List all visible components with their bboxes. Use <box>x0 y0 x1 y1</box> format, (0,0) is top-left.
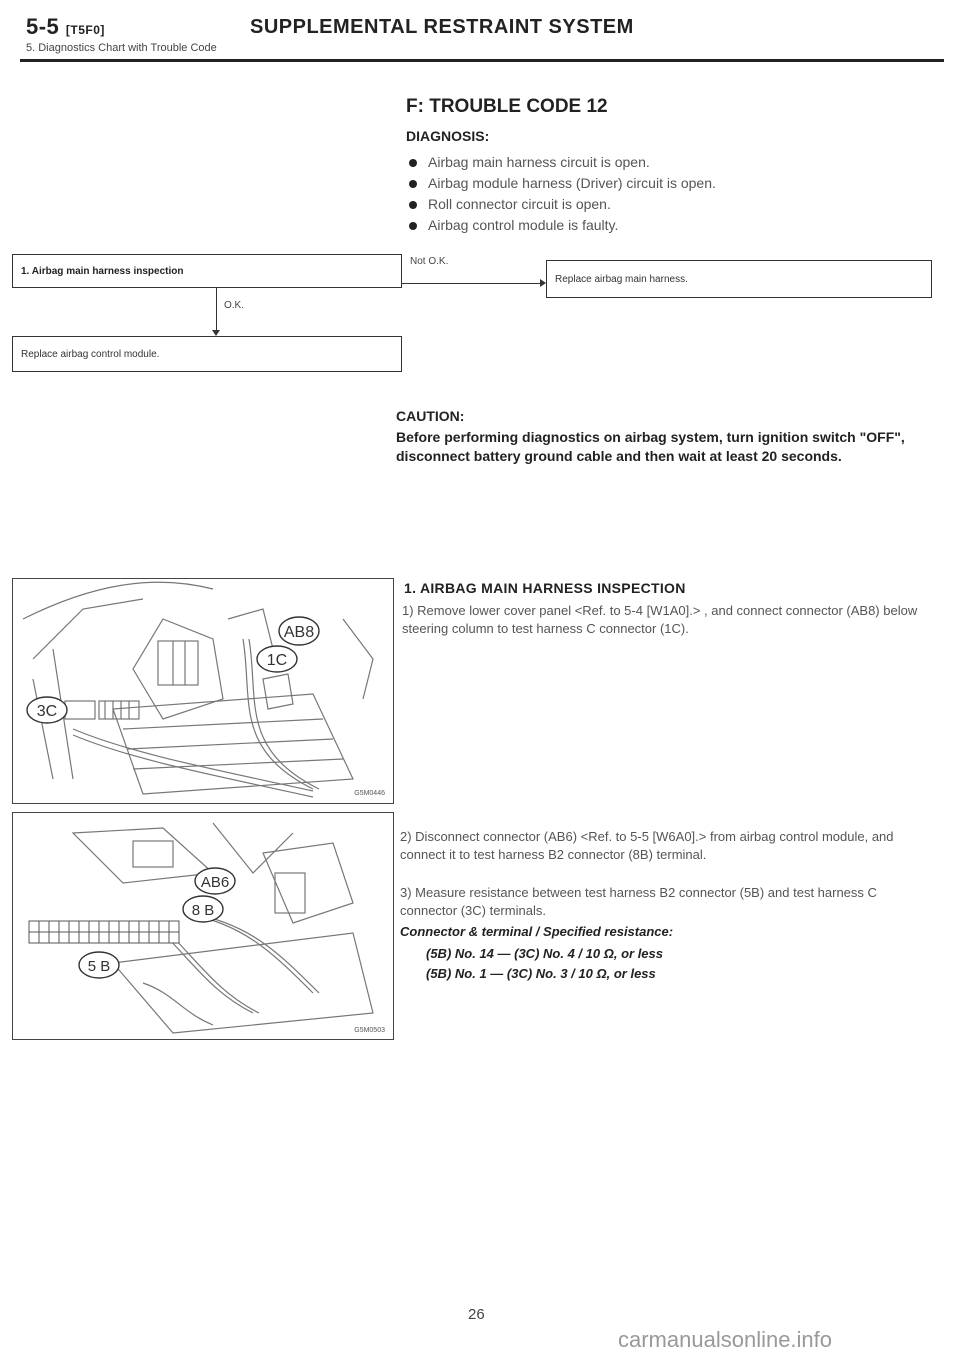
trouble-code-heading: F: TROUBLE CODE 12 <box>406 96 608 117</box>
flow-step-inspection <box>12 254 402 288</box>
callout-ab8-label: AB8 <box>283 624 315 641</box>
caution-heading: CAUTION: <box>396 408 465 424</box>
figure-code: G5M0503 <box>354 1027 385 1034</box>
watermark: carmanualsonline.info <box>618 1327 833 1352</box>
inspection-step-3: 3) Measure resistance between test harness B2 connector (5B) and test harness C connector (3C) terminals. <box>400 885 877 918</box>
caution-text: Before performing diagnostics on airbag system, turn ignition switch "OFF", disconnect battery ground cable and then wait at least 20 seconds. <box>396 429 905 464</box>
callout-3c-label: 3C <box>36 703 58 720</box>
flow-replace-module-label: Replace airbag control module. <box>21 348 160 360</box>
figure-code: G5M0446 <box>354 790 385 797</box>
callout-8b-label: 8 B <box>191 902 215 919</box>
section-code: 5-5 [T5F0] <box>26 14 105 39</box>
section-ref: [T5F0] <box>65 23 105 37</box>
figure-connector-ab8 <box>12 578 394 804</box>
callout-ab6-label: AB6 <box>200 874 230 891</box>
flow-replace-harness <box>546 260 932 298</box>
flow-connector-right <box>402 283 544 284</box>
flow-not-ok-label: Not O.K. <box>410 256 449 267</box>
inspection-step-2: 2) Disconnect connector (AB6) <Ref. to 5-5 [W6A0].> from airbag control module, and connect it to test harness B2 connector (8B) terminal. <box>400 829 894 862</box>
page-number: 26 <box>468 1306 485 1323</box>
flow-step-label: 1. Airbag main harness inspection <box>21 265 184 277</box>
page-title: SUPPLEMENTAL RESTRAINT SYSTEM <box>250 16 634 38</box>
diagnosis-item: Airbag control module is faulty. <box>406 215 926 236</box>
page-subtitle: 5. Diagnostics Chart with Trouble Code <box>26 42 217 54</box>
figure-connector-ab6-drawing <box>13 813 393 1039</box>
spec-line: (5B) No. 14 — (3C) No. 4 / 10 Ω, or less <box>426 946 663 961</box>
diagnosis-label: DIAGNOSIS: <box>406 128 490 144</box>
figure-connector-ab8-drawing <box>13 579 393 803</box>
spec-heading: Connector & terminal / Specified resistance: <box>400 924 674 939</box>
inspection-step-1: 1) Remove lower cover panel <Ref. to 5-4 [W1A0].> , and connect connector (AB8) below steering column to test harness C connector (1C). <box>402 603 918 636</box>
flow-connector-down <box>216 288 217 334</box>
flow-ok-label: O.K. <box>224 300 245 311</box>
flow-replace-harness-label: Replace airbag main harness. <box>555 273 688 285</box>
diagnosis-item: Airbag module harness (Driver) circuit is open. <box>406 173 926 194</box>
flow-replace-module <box>12 336 402 372</box>
inspection-heading: 1. AIRBAG MAIN HARNESS INSPECTION <box>404 580 686 596</box>
callout-1c-label: 1C <box>266 652 288 669</box>
diagnosis-item: Roll connector circuit is open. <box>406 194 926 215</box>
figure-connector-ab6 <box>12 812 394 1040</box>
diagnosis-list <box>406 152 926 236</box>
callout-5b-label: 5 B <box>87 958 111 975</box>
terminal-strip <box>29 921 179 943</box>
header-rule <box>20 59 944 62</box>
diagnosis-item: Airbag main harness circuit is open. <box>406 152 926 173</box>
spec-line: (5B) No. 1 — (3C) No. 3 / 10 Ω, or less <box>426 966 656 981</box>
